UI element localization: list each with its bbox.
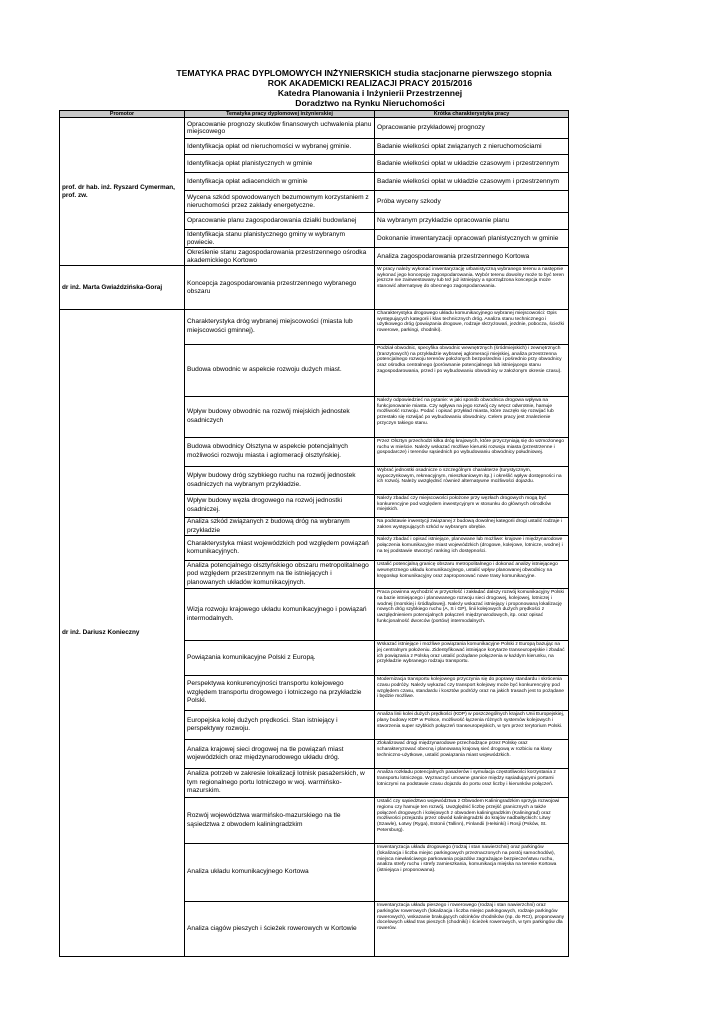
promoter-cell: dr inż. Marta Gwiaździńska-Goraj: [60, 266, 185, 310]
topic-cell: Analiza układu komunikacyjnego Kortowa: [185, 844, 375, 902]
promoter-cell: prof. dr hab. inż. Ryszard Cymerman, prof. zw.: [60, 118, 185, 266]
topic-cell: Charakterystyka dróg wybranej miejscowości (miasta lub miejscowości gminnej).: [185, 310, 375, 345]
topic-cell: Analiza krajowej sieci drogowej na tle powiązań miast wojewódzkich oraz międzynarodowego układu dróg.: [185, 740, 375, 769]
column-header-promotor: Promotor: [60, 111, 185, 118]
description-cell: Należy odpowiedzieć na pytanie: w jaki sposób obwodnica drogowa wpływa na funkcjonowanie miasta. Czy wpływa na jego rozwój czy wręcz odwrotnie, hamuje możliwość rozwoju. Podać i opisać przykład miasta, które zaczęło się rozwijać lub przestało się rozwijać po wybudowaniu obwodnicy. Celem pracy jest znalezienie przyczyn takiego stanu.: [375, 397, 569, 438]
topic-cell: Opracowanie prognozy skutków finansowych uchwalenia planu miejscowego: [185, 118, 375, 139]
description-cell: Badanie wielkości opłat w układzie czasowym i przestrzennym: [375, 173, 569, 191]
description-cell: Na podstawie inwestycji związanej z budową dowolnej kategorii drogi ustalić rodzaje i zakres występujących szkód w wybranym obrębie.: [375, 518, 569, 536]
description-cell: W pracy należy wykonać inwentaryzację urbanistyczną wybranego terenu a następnie wykonać jego koncepcję zagospodarowania. Wybór terenu dowolny może to być teren jeszcze nie zainwestowany lub też już istniejący a sporządzona koncepcja może stanowić alternatywę do obecnego zagospodarowania.: [375, 266, 569, 310]
description-cell: Ustalić czy sąsiedztwo województwa z Obwodem Kaliningradzkim sprzyja rozwojowi regionu czy hamuje ten rozwój. Uwzględnić liczbę przejść granicznych a także połączeń drogowych i kolejowych z obwodem kaliningradzkim (Kaliningrad) oraz możliwości przejazdu przez obwód kaliningradzki do krajów nadbałtyckich: Litwy (Szawle), Łotwy (Ryga), Estonii (Tallinn), Finlandii (Helsinki) i Rosji (Psków, St. Petersburg).: [375, 798, 569, 844]
topic-cell: Europejska kolej dużych prędkości. Stan istniejący i perspektywy rozwoju.: [185, 711, 375, 740]
topic-cell: Wpływ budowy dróg szybkiego ruchu na rozwój jednostek osadniczych na wybranym przykładzie.: [185, 467, 375, 495]
description-cell: Zlokalizować drogi międzynarodowe przechodzące przez Polskę oraz scharakteryzować obecną i planowaną krajową sieć drogową w rozbiciu na klasy techniczno-użytkowe, ustalić powiązania miast wojewódzkich.: [375, 740, 569, 769]
topic-cell: Koncepcja zagospodarowania przestrzennego wybranego obszaru: [185, 266, 375, 310]
description-cell: Wskazać istniejące i możliwe powiązania komunikacyjne Polski z Europą bazując na jej centralnym położeniu. Zidentyfikować istniejące korytarze transeuropejskie i zbadać ich powiązania z Polską oraz ustalić pożądane połączenia w każdym kierunku, na przykładzie wybranego rodzaju transportu.: [375, 641, 569, 676]
title-line-1: TEMATYKA PRAC DYPLOMOWYCH INŻYNIERSKICH studia stacjonarne pierwszego stopnia: [176, 68, 552, 78]
topic-cell: Analiza szkód związanych z budową dróg na wybranym przykładzie: [185, 518, 375, 536]
column-header-topic: Tematyka pracy dyplomowej inżynierskiej: [185, 111, 375, 118]
description-cell: Analiza linii kolei dużych prędkości (KDP) w poszczególnych krajach Unii Europejskiej, plany budowy KDP w Polsce, możliwość łączenia różnych systemów kolejowych i stworzenia super szybkich połączeń transeuropejskich, w tym przez terytorium Polski.: [375, 711, 569, 740]
table-row: [60, 310, 569, 345]
topic-cell: Budowa obwodnicy Olsztyna w aspekcie potencjalnych możliwości rozwoju miasta i aglomeracji olsztyńskiej.: [185, 438, 375, 467]
table-row: [60, 266, 569, 310]
description-cell: Analiza rozkładu potencjalnych pasażerów i symulacja częstotliwości korzystania z transportu lotniczego. Wyznaczyć umowne granice między sąsiadującymi portami lotniczymi na podstawie czasu dojazdu do portu oraz liczby i kierunków połączeń.: [375, 769, 569, 798]
description-cell: Opracowanie przykładowej prognozy: [375, 118, 569, 139]
description-cell: Wybrać jednostki osadnicze o szczególnym charakterze (turystycznym, wypoczynkowym, rekreacyjnym, mieszkaniowym itp.) i określić wpływ dostępności na ich rozwój. Należy uwzględnić również alternatywne możliwości dojazdu.: [375, 467, 569, 495]
description-cell: Należy zbadać czy miejscowości położone przy węzłach drogowych mogą być konkurencyjne pod względem inwestycyjnym w stosunku do głównych ośrodków miejskich.: [375, 495, 569, 518]
topic-cell: Perspektywa konkurencyjności transportu kolejowego względem transportu drogowego i lotniczego na przykładzie Polski.: [185, 676, 375, 711]
description-cell: Inwentaryzacja układu drogowego (rodzaj i stan nawierzchni) oraz parkingów (lokalizacja i liczba miejsc parkingowych przeznaczonych na postój samochodów), miejsca niewłaściwego parkowania pojazdów zagrażające bezpieczeństwu ruchu, analiza strefy ruchu i strefy zamieszkania, komunikacja miejska na terenie Kortowa (istniejąca i proponowana).: [375, 844, 569, 902]
description-cell: Należy zbadać i opisać istniejące, planowane lub możliwe: krajowe i międzynarodowe połączenia komunikacyjne miast wojewódzkich (drogowe, kolejowe, lotnicze, wodne) i na tej podstawie stworzyć ranking ich dostępności.: [375, 536, 569, 561]
description-cell: Praca powinna wychodzić w przyszłość i zakładać dalszy rozwój komunikacyjny Polski na bazie istniejącego i planowanego rozwoju sieci drogowej, kolejowej, lotniczej i wodnej (morskiej i śródlądowej). Należy wskazać istniejący i proponowaną lokalizację nowych dróg szybkiego ruchu (A, S i GP), linii kolejowych dużych prędkości z uwzględnieniem potencjalnych połączeń międzynarodowych, itp. oraz opisać funkcjonalność dworców (portów) intermodalnych.: [375, 589, 569, 641]
topic-cell: Charakterystyka miast wojewódzkich pod względem powiązań komunikacyjnych.: [185, 536, 375, 561]
topic-cell: Identyfikacja opłat od nieruchomości w wybranej gminie.: [185, 139, 375, 155]
description-cell: Analiza zagospodarowania przestrzennego Kortowa: [375, 248, 569, 266]
topic-cell: Opracowanie planu zagospodarowania działki budowlanej: [185, 213, 375, 230]
topic-cell: Wpływ budowy obwodnic na rozwój miejskich jednostek osadniczych: [185, 397, 375, 438]
description-cell: Dokonanie inwentaryzacji opracowań planistycznych w gminie: [375, 230, 569, 248]
promoter-cell: dr inż. Dariusz Konieczny: [60, 310, 185, 957]
topic-cell: Wycena szkód spowodowanych bezumownym korzystaniem z nieruchomości przez zakłady energetyczne.: [185, 191, 375, 213]
description-cell: Podział obwodnic, specyfika obwodnic wewnętrznych (śródmiejskich) i zewnętrznych (tranzytowych) na przykładzie wybranej aglomeracji miejskiej, analiza przestrzenna potencjalnego rozwoju terenów położonych bezpośrednio i pośrednio przy obwodnicy oraz ośrodka centralnego (porównanie potencjalnego lub istniejącego stanu zagospodarowania, przed i po wybudowaniu obwodnicy w założonym okresie czasu).: [375, 345, 569, 397]
topic-cell: Rozwój województwa warmińsko-mazurskiego na tle sąsiedztwa z obwodem kaliningradzkim: [185, 798, 375, 844]
table-row: [60, 118, 569, 139]
topic-cell: Identyfikacja opłat planistycznych w gminie: [185, 155, 375, 173]
table-header-row: [60, 111, 569, 118]
description-cell: Badanie wielkości opłat w układzie czasowym i przestrzennym: [375, 155, 569, 173]
topic-cell: Analiza potrzeb w zakresie lokalizacji lotnisk pasażerskich, w tym regionalnego portu lotniczego w woj. warmińsko-mazurskim.: [185, 769, 375, 798]
column-header-description: Krótka charakterystyka pracy: [375, 111, 569, 118]
topics-table: [59, 110, 569, 957]
topic-cell: Budowa obwodnic w aspekcie rozwoju dużych miast.: [185, 345, 375, 397]
description-cell: Inwentaryzacja układu pieszego i rowerowego (rodzaj i stan nawierzchni) oraz parkingów rowerowych (lokalizacja i liczba miejsc parkingowych, rodzaje parkingów rowerowych), wskazanie brakujących odcinków chodników (np. do RCI), proponowany docelowych układ tras pieszych (chodniki) i ścieżek rowerowych, w tym parkingów dla rowerów.: [375, 902, 569, 957]
description-cell: Charakterystyka drogowego układu komunikacyjnego wybranej miejscowości: Opis występujących kategorii i klas technicznych dróg. Analiza stanu technicznego i użytkowego dróg (powiązania drogowe, rodzaje skrzyżowań, jezdnie, pobocza, ścieżki rowerowe, parkingi, chodniki).: [375, 310, 569, 345]
title-line-3: Katedra Planowania i Inżynierii Przestrzennej: [277, 88, 463, 98]
description-cell: Modernizacja transportu kolejowego przyczynia się do poprawy standardu i skrócenia czasu podróży. Należy wykazać czy transport kolejowy może być konkurencyjny pod względem czasu, standardu i kosztów podróży oraz na jakich trasach jest to pożądane i będzie możliwe.: [375, 676, 569, 711]
topic-cell: Identyfikacja opłat adiacenckich w gminie: [185, 173, 375, 191]
topic-cell: Określenie stanu zagospodarowania przestrzennego ośrodka akademickiego Kortowo: [185, 248, 375, 266]
title-line-2: ROK AKADEMICKI REALIZACJI PRACY 2015/2016: [267, 78, 473, 88]
description-cell: Przez Olsztyn przechodzi kilka dróg krajowych, które przyczyniają się do wzmożonego ruchu w mieście. Należy wskazać możliwe kierunki rozwoju miasta (przestrzenne i gospodarcze) i terenów sąsiednich po wybudowaniu obwodnicy południowej.: [375, 438, 569, 467]
topic-cell: Wpływ budowy węzła drogowego na rozwój jednostki osadniczej.: [185, 495, 375, 518]
description-cell: Ustalić potencjalną granicę obszaru metropolitalnego i dokonać analizy istniejącego wewnętrznego układu komunikacyjnego, ustalić wpływ planowanej obwodnicy na kręgosłup komunikacyjny oraz zaproponować nowe trasy komunikacyjne.: [375, 561, 569, 589]
topic-cell: Analiza potencjalnego olsztyńskiego obszaru metropolitalnego pod względem przestrzennym na tle istniejących i planowanych układów komunikacyjnych.: [185, 561, 375, 589]
topic-cell: Powiązania komunikacyjne Polski z Europą.: [185, 641, 375, 676]
description-cell: Na wybranym przykładzie opracowanie planu: [375, 213, 569, 230]
description-cell: Badanie wielkości opłat związanych z nieruchomościami: [375, 139, 569, 155]
topic-cell: Wizja rozwoju krajowego układu komunikacyjnego i powiązań intermodalnych.: [185, 589, 375, 641]
description-cell: Próba wyceny szkody: [375, 191, 569, 213]
topic-cell: Analiza ciągów pieszych i ścieżek rowerowych w Kortowie: [185, 902, 375, 957]
title-line-4: Doradztwo na Rynku Nieruchomości: [295, 98, 445, 108]
document-header: [60, 68, 680, 108]
topic-cell: Identyfikacja stanu planistycznego gminy w wybranym powiecie.: [185, 230, 375, 248]
